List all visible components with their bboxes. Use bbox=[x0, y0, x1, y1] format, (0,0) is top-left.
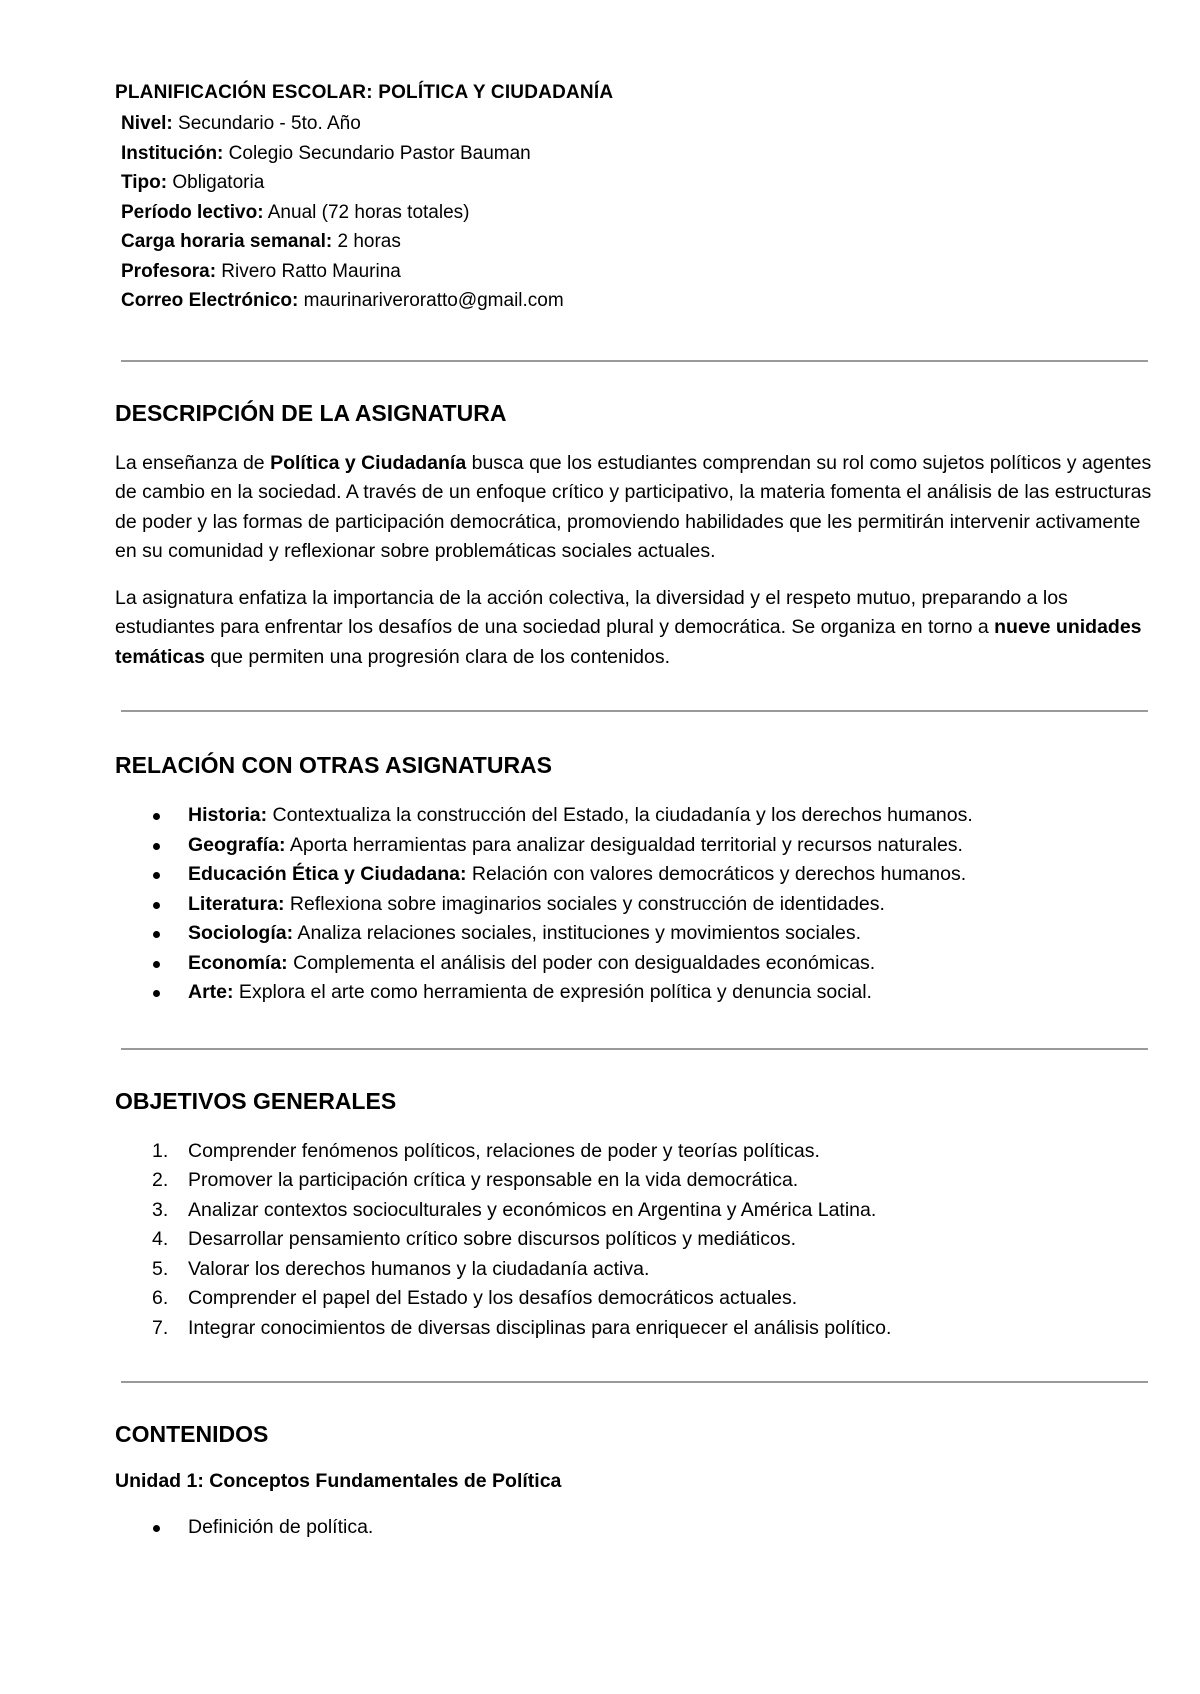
item-label: Arte: bbox=[188, 981, 234, 1003]
bullet-icon bbox=[153, 843, 160, 850]
info-value: Anual (72 horas totales) bbox=[263, 201, 470, 223]
list-item bbox=[115, 1137, 1155, 1167]
bullet-icon bbox=[153, 902, 160, 909]
list-item bbox=[115, 1255, 1155, 1285]
info-value: Rivero Ratto Maurina bbox=[216, 260, 401, 282]
descripcion-paragraph-2 bbox=[115, 584, 1155, 673]
descripcion-heading: DESCRIPCIÓN DE LA ASIGNATURA bbox=[115, 399, 507, 426]
item-text: Desarrollar pensamiento crítico sobre discursos políticos y mediáticos. bbox=[188, 1228, 796, 1250]
item-label: Sociología: bbox=[188, 922, 294, 944]
item-text: Valorar los derechos humanos y la ciudadanía activa. bbox=[188, 1257, 650, 1280]
info-institucion bbox=[121, 139, 1155, 169]
list-item bbox=[115, 1284, 1155, 1314]
document-title: PLANIFICACIÓN ESCOLAR: POLÍTICA Y CIUDADANÍA bbox=[115, 82, 614, 103]
contenidos-heading: CONTENIDOS bbox=[115, 1421, 269, 1447]
list-item bbox=[115, 860, 1155, 890]
info-label: Carga horaria semanal: bbox=[121, 231, 333, 252]
info-list bbox=[121, 109, 1155, 316]
item-text: Promover la participación crítica y responsable en la vida democrática. bbox=[188, 1169, 799, 1191]
bullet-icon bbox=[153, 961, 160, 968]
item-text: Analiza relaciones sociales, instituciones y movimientos sociales. bbox=[293, 922, 862, 944]
list-item bbox=[115, 978, 1155, 1008]
list-item bbox=[115, 1196, 1155, 1226]
info-correo bbox=[121, 286, 1155, 316]
info-label: Correo Electrónico: bbox=[121, 290, 299, 311]
info-carga bbox=[121, 227, 1155, 257]
info-label: Período lectivo: bbox=[121, 201, 264, 223]
item-text: Complementa el análisis del poder con desigualdades económicas. bbox=[287, 951, 876, 974]
list-item bbox=[115, 1166, 1155, 1196]
list-item bbox=[115, 1513, 1155, 1543]
list-item bbox=[115, 831, 1155, 861]
info-nivel bbox=[121, 109, 1155, 139]
text-run: que permiten una progresión clara de los contenidos. bbox=[204, 645, 671, 668]
item-text: Comprender el papel del Estado y los desafíos democráticos actuales. bbox=[188, 1287, 798, 1309]
bullet-icon bbox=[153, 990, 160, 997]
item-label: Historia: bbox=[188, 804, 268, 826]
list-item bbox=[115, 919, 1155, 949]
item-number: 4. bbox=[152, 1228, 169, 1250]
text-run: La asignatura enfatiza la importancia de la acción colectiva, la diversidad y el respeto mutuo, preparando a los estudiantes para enfrentar los desafíos de una sociedad plural y democrática. Se organiza en torno a bbox=[115, 586, 1068, 638]
item-text: Explora el arte como herramienta de expresión política y denuncia social. bbox=[233, 981, 872, 1003]
list-item bbox=[115, 1314, 1155, 1344]
item-number: 6. bbox=[152, 1287, 169, 1309]
objetivos-heading: OBJETIVOS GENERALES bbox=[115, 1087, 397, 1114]
info-label: Tipo: bbox=[121, 172, 168, 193]
item-text: Aporta herramientas para analizar desigualdad territorial y recursos naturales. bbox=[285, 833, 963, 856]
item-label: Economía: bbox=[188, 951, 288, 974]
item-number: 1. bbox=[152, 1139, 169, 1162]
info-value: maurinariveroratto@gmail.com bbox=[298, 290, 564, 311]
item-text: Comprender fenómenos políticos, relaciones de poder y teorías políticas. bbox=[188, 1139, 820, 1162]
info-label: Profesora: bbox=[121, 260, 217, 282]
bullet-icon bbox=[153, 872, 160, 879]
item-label: Literatura: bbox=[188, 892, 285, 915]
item-text: Contextualiza la construcción del Estado, la ciudadanía y los derechos humanos. bbox=[267, 804, 973, 826]
bullet-icon bbox=[153, 931, 160, 938]
text-run: La enseñanza de bbox=[115, 451, 271, 474]
relacion-list bbox=[115, 801, 1155, 1008]
info-tipo bbox=[121, 168, 1155, 198]
list-item bbox=[115, 949, 1155, 979]
bold-run: Política y Ciudadanía bbox=[270, 451, 467, 474]
document-page bbox=[115, 82, 1155, 1543]
item-text: Analizar contextos socioculturales y económicos en Argentina y América Latina. bbox=[188, 1198, 877, 1221]
item-number: 5. bbox=[152, 1257, 169, 1280]
list-item bbox=[115, 801, 1155, 831]
info-label: Institución: bbox=[121, 142, 224, 164]
bullet-icon bbox=[153, 813, 160, 820]
info-value: Colegio Secundario Pastor Bauman bbox=[223, 142, 531, 164]
item-text: Integrar conocimientos de diversas disciplinas para enriquecer el análisis político. bbox=[188, 1316, 892, 1339]
list-item bbox=[115, 890, 1155, 920]
item-label: Educación Ética y Ciudadana: bbox=[188, 863, 467, 885]
objetivos-list bbox=[115, 1137, 1155, 1344]
info-value: Obligatoria bbox=[167, 172, 265, 193]
unit-1-list bbox=[115, 1513, 1155, 1543]
item-number: 2. bbox=[152, 1169, 169, 1191]
info-periodo bbox=[121, 198, 1155, 228]
item-number: 7. bbox=[152, 1316, 169, 1339]
item-text: Relación con valores democráticos y derechos humanos. bbox=[466, 863, 967, 885]
item-label: Geografía: bbox=[188, 833, 286, 856]
bullet-icon bbox=[153, 1525, 160, 1532]
bold-run: nueve unidades temáticas bbox=[115, 616, 1142, 668]
info-label: Nivel: bbox=[121, 113, 173, 134]
unit-1-title: Unidad 1: Conceptos Fundamentales de Política bbox=[115, 1470, 562, 1492]
info-value: Secundario - 5to. Año bbox=[172, 113, 361, 134]
list-item bbox=[115, 1225, 1155, 1255]
info-profesora bbox=[121, 257, 1155, 287]
relacion-heading: RELACIÓN CON OTRAS ASIGNATURAS bbox=[115, 752, 552, 778]
item-number: 3. bbox=[152, 1198, 169, 1221]
text-run: busca que los estudiantes comprendan su rol como sujetos políticos y agentes de cambio en la sociedad. A través de un enfoque crítico y participativo, la materia fomenta el análisis de las estructuras de poder y las formas de participación democrática, promoviendo habilidades que les permitirán intervenir activamente en su comunidad y reflexionar sobre problemáticas sociales actuales. bbox=[115, 451, 1152, 562]
info-value: 2 horas bbox=[332, 231, 401, 252]
item-text: Definición de política. bbox=[188, 1516, 374, 1538]
descripcion-paragraph-1 bbox=[115, 449, 1155, 567]
item-text: Reflexiona sobre imaginarios sociales y construcción de identidades. bbox=[284, 892, 885, 915]
